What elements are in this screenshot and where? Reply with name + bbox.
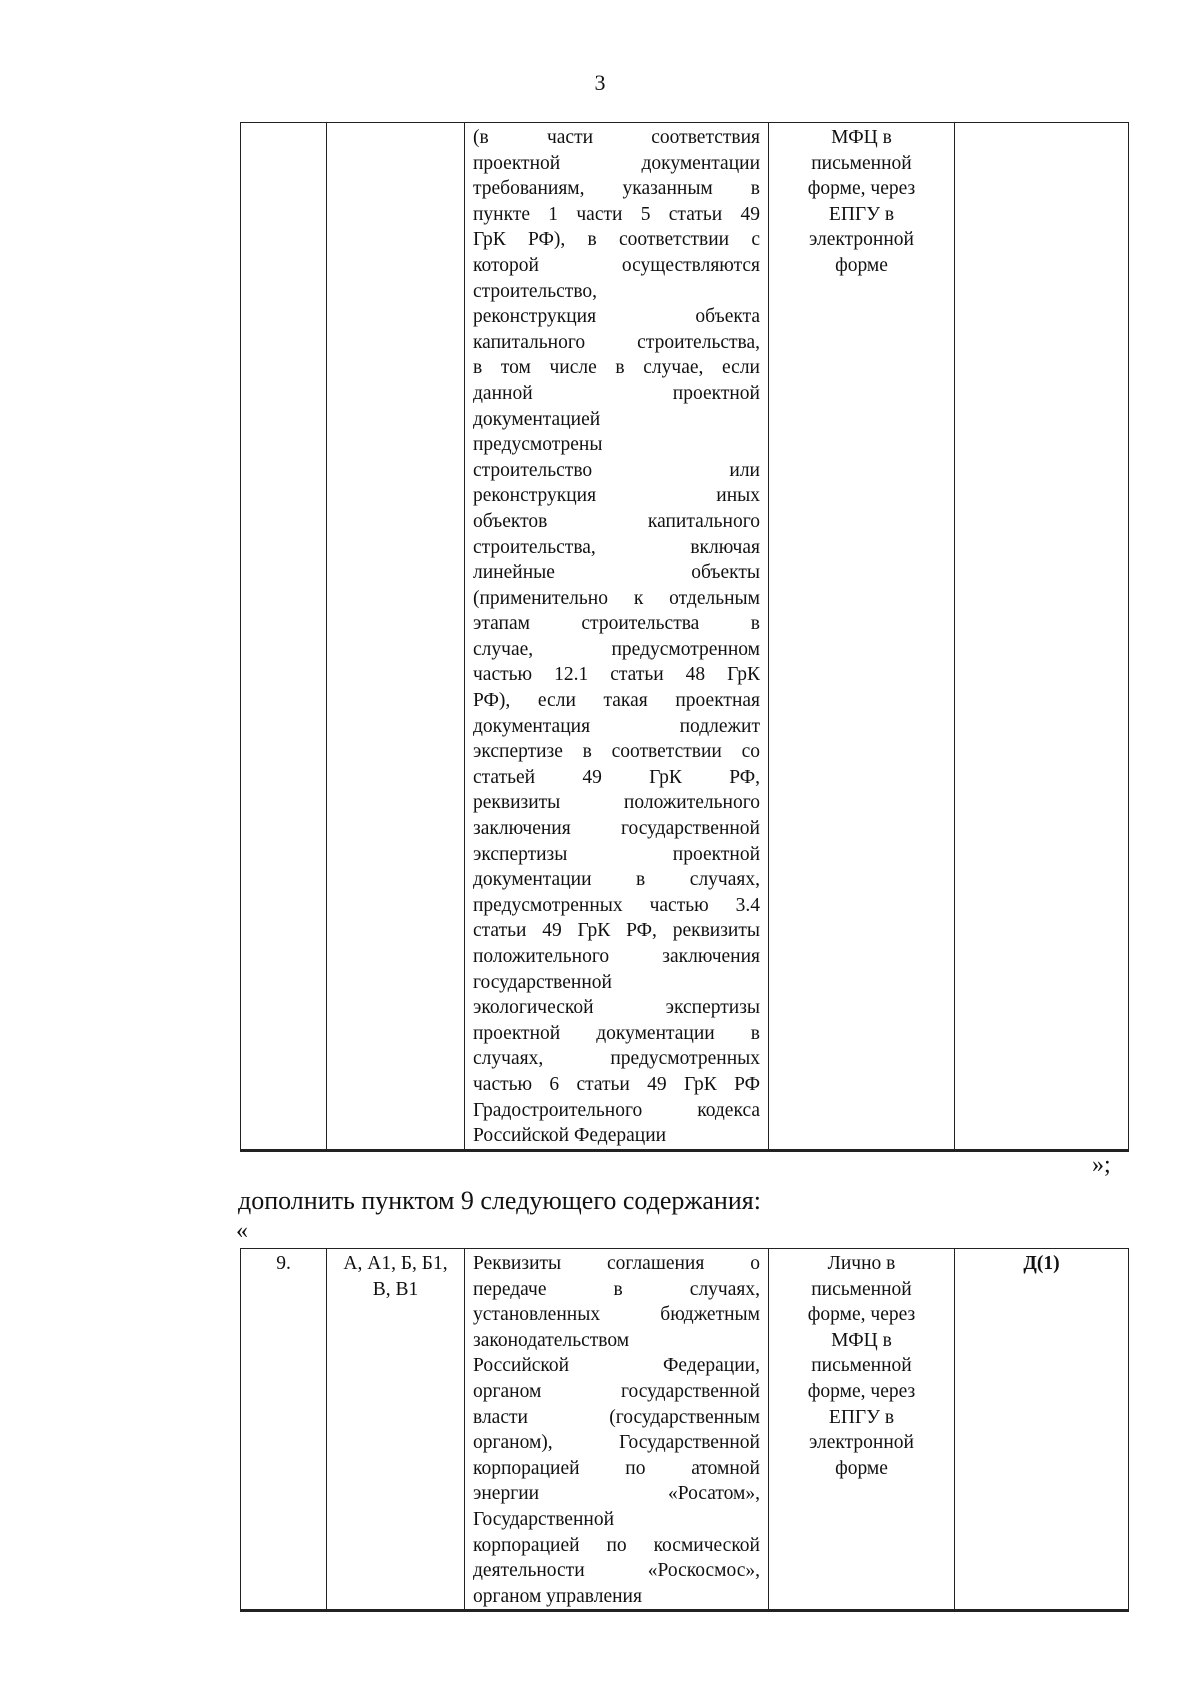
text-line: частью 12.1 статьи 48 ГрК	[473, 664, 760, 686]
text-line: письменной	[811, 152, 912, 174]
text-line: (в части соответствия	[473, 127, 760, 148]
text-line: форме, через	[807, 1380, 916, 1402]
text-line: электронной	[809, 229, 914, 251]
text-line: реквизиты положительного	[473, 792, 760, 814]
text-line: проектной документации	[473, 152, 760, 174]
text-line: корпорацией по атомной	[473, 1457, 760, 1479]
text-line: данной проектной	[473, 382, 760, 404]
row-number-cell: 9.	[241, 1249, 327, 1611]
text-line: экспертизе в соответствии со	[473, 741, 760, 763]
categories-cell	[327, 123, 465, 1151]
text-line: Российской Федерации	[473, 1125, 667, 1147]
text-line: случаях, предусмотренных	[473, 1048, 760, 1070]
text-line: строительство,	[473, 280, 598, 302]
text-line: предусмотренных частью 3.4	[473, 894, 760, 916]
text-line: документации в случаях,	[473, 869, 760, 891]
text-line: МФЦ в	[831, 127, 892, 148]
text-line: власти (государственным	[473, 1406, 760, 1428]
opening-quote: «	[236, 1218, 248, 1244]
text-line: форме, через	[807, 178, 916, 200]
text-line: передаче в случаях,	[473, 1278, 760, 1300]
submission-method-cell	[769, 123, 955, 1151]
text-line: форме	[835, 1457, 888, 1479]
text-line: органом государственной	[473, 1380, 760, 1402]
text-line: Градостроительного кодекса	[473, 1099, 760, 1121]
text-line: положительного заключения	[473, 946, 760, 967]
text-line: заключения государственной	[473, 818, 760, 840]
text-line: письменной	[811, 1355, 912, 1377]
text-line: этапам строительства в	[473, 613, 760, 635]
text-line: документацией	[473, 408, 601, 430]
closing-quote: »;	[1092, 1152, 1111, 1178]
text-line: Российской Федерации,	[473, 1355, 760, 1377]
text-line: ГрК РФ), в соответствии с	[473, 229, 760, 251]
text-line: органом), Государственной	[473, 1432, 760, 1454]
text-line: капитального строительства,	[473, 331, 760, 353]
text-line: экспертизы проектной	[473, 843, 760, 865]
text-line: А, А1, Б, Б1,	[343, 1253, 448, 1274]
text-line: законодательством	[473, 1329, 630, 1351]
text-line: деятельности «Роскосмос»,	[473, 1560, 760, 1582]
submission-method-cell	[769, 1249, 955, 1611]
text-line: реконструкция иных	[473, 485, 760, 507]
text-line: частью 6 статьи 49 ГрК РФ	[473, 1073, 760, 1095]
text-line: форме	[835, 254, 888, 276]
page-number: 3	[594, 70, 606, 95]
text-line: строительство или	[473, 459, 760, 481]
requirements-table-continued	[240, 122, 1129, 1152]
table-row	[241, 1249, 1129, 1611]
row-number-cell	[241, 123, 327, 1151]
text-line: статьи 49 ГрК РФ, реквизиты	[473, 920, 760, 942]
text-line: пункте 1 части 5 статьи 49	[473, 203, 760, 225]
text-line: В, В1	[372, 1278, 419, 1300]
text-line: электронной	[809, 1432, 914, 1454]
description-cell	[465, 1249, 769, 1611]
text-line: Реквизиты соглашения о	[473, 1253, 760, 1274]
text-line: проектной документации в	[473, 1022, 760, 1044]
text-line: энергии «Росатом»,	[473, 1483, 760, 1505]
text-line: Государственной	[473, 1508, 615, 1530]
text-line: документация подлежит	[473, 715, 760, 737]
text-line: ЕПГУ в	[828, 203, 895, 225]
text-line: государственной	[473, 971, 612, 993]
text-line: строительства, включая	[473, 536, 760, 558]
text-line: (применительно к отдельным	[473, 587, 760, 609]
text-line: случае, предусмотренном	[473, 638, 760, 660]
text-line: статьей 49 ГрК РФ,	[473, 766, 760, 788]
text-line: экологической экспертизы	[473, 997, 760, 1019]
categories-cell	[327, 1249, 465, 1611]
amendment-instruction: дополнить пунктом 9 следующего содержания:	[238, 1186, 761, 1215]
text-line: реконструкция объекта	[473, 306, 760, 328]
text-line: письменной	[811, 1278, 912, 1300]
text-line: органом управления	[473, 1585, 642, 1607]
code-cell: Д(1)	[955, 1249, 1129, 1611]
table-row	[241, 123, 1129, 1151]
text-line: требованиям, указанным в	[473, 178, 760, 200]
description-cell	[465, 123, 769, 1151]
text-line: форме, через	[807, 1304, 916, 1326]
code-cell	[955, 123, 1129, 1151]
text-line: установленных бюджетным	[473, 1304, 760, 1326]
text-line: корпорацией по космической	[473, 1534, 760, 1556]
text-line: РФ), если такая проектная	[473, 690, 760, 712]
text-line: которой осуществляются	[473, 254, 760, 276]
requirements-table-item-9	[240, 1248, 1129, 1612]
text-line: Лично в	[827, 1253, 896, 1274]
text-line: МФЦ в	[831, 1329, 892, 1351]
text-line: ЕПГУ в	[828, 1406, 895, 1428]
text-line: в том числе в случае, если	[473, 357, 760, 379]
text-line: линейные объекты	[473, 562, 760, 584]
text-line: предусмотрены	[473, 434, 603, 456]
text-line: объектов капитального	[473, 510, 760, 532]
